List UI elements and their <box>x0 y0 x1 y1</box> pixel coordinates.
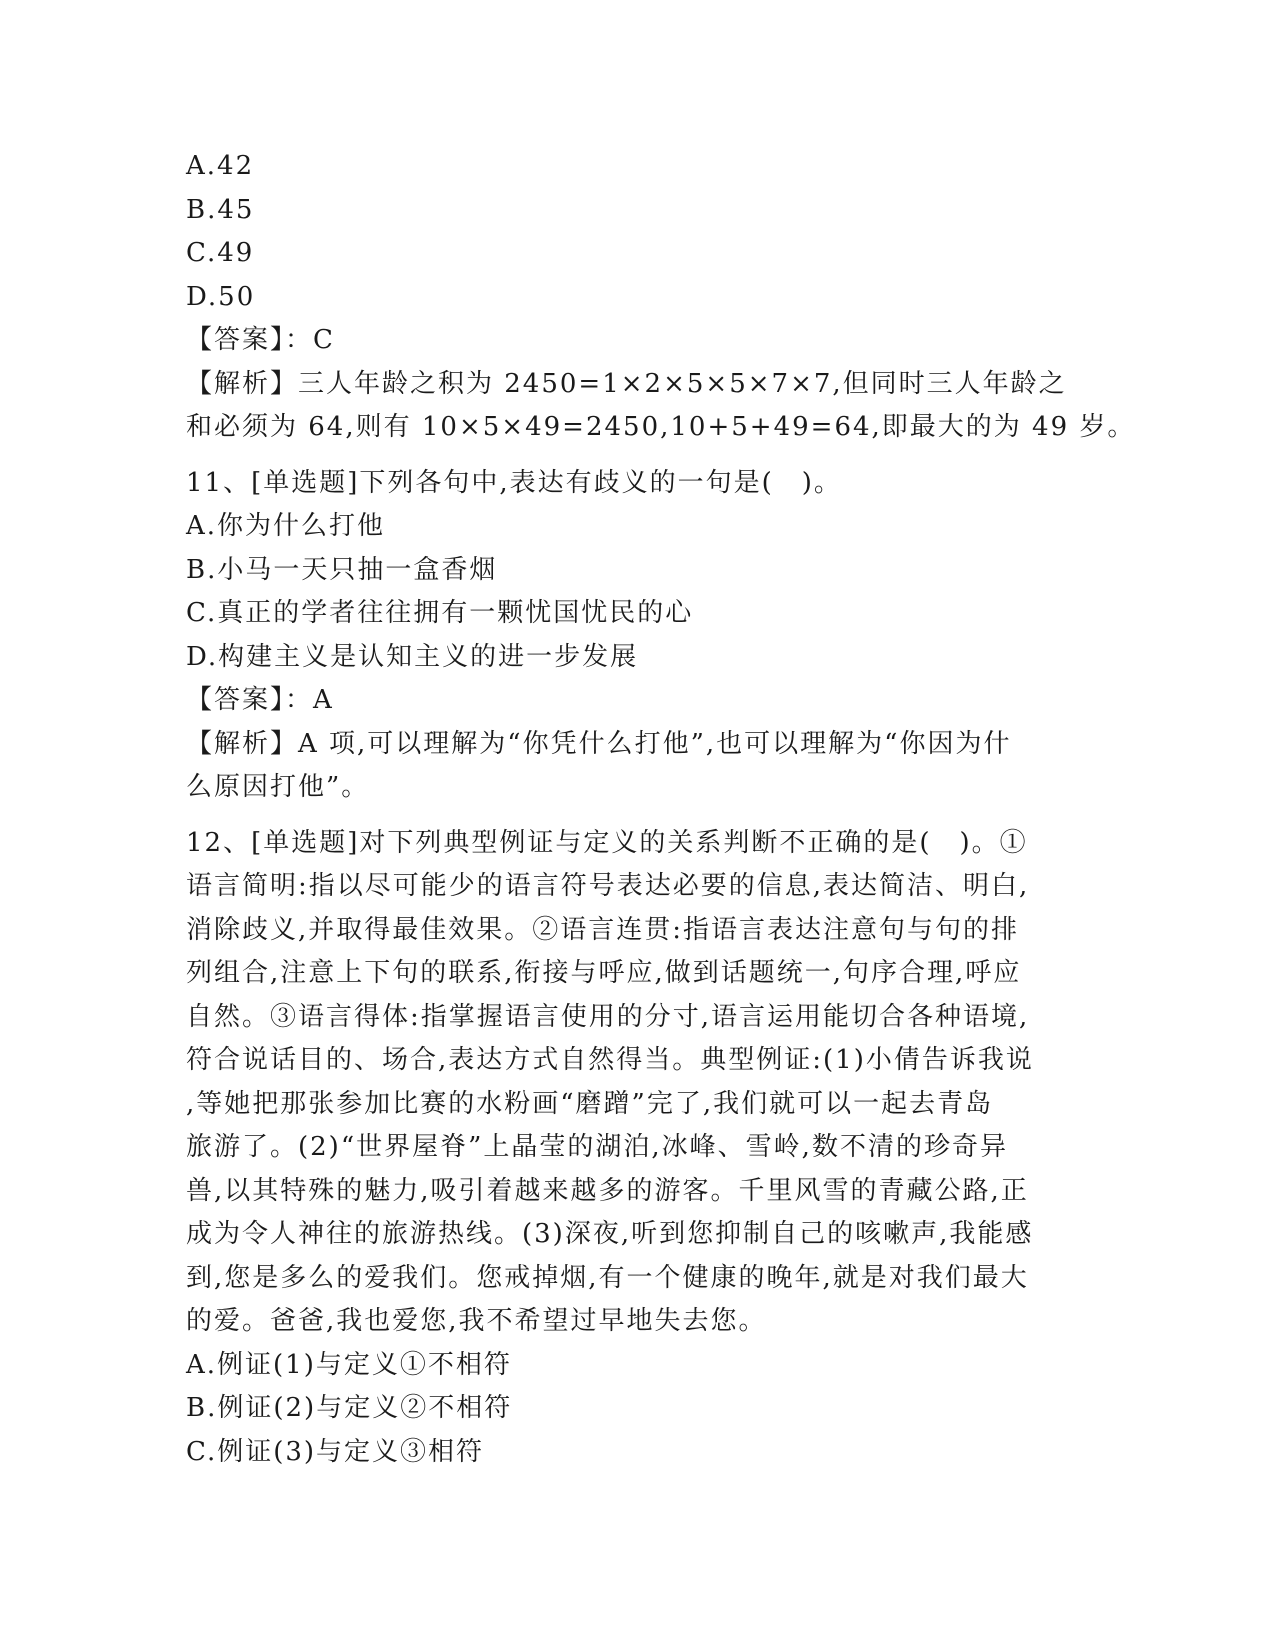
question-stem-line: 列组合,注意上下句的联系,衔接与呼应,做到话题统一,句序合理,呼应 <box>186 958 1022 988</box>
question-stem-line: 12、[单选题]对下列典型例证与定义的关系判断不正确的是( )。① <box>186 827 1028 858</box>
option-a: A.你为什么打他 <box>186 511 386 541</box>
question-stem-line: 到,您是多么的爱我们。您戒掉烟,有一个健康的晚年,就是对我们最大 <box>186 1262 1029 1293</box>
question-stem-line: 旅游了。(2)“世界屋脊”上晶莹的湖泊,冰峰、雪岭,数不清的珍奇异 <box>186 1132 1008 1162</box>
analysis-line: 【解析】三人年龄之积为 2450=1×2×5×5×7×7,但同时三人年龄之 <box>186 368 1067 399</box>
analysis-line: 【解析】A 项,可以理解为“你凭什么打他”,也可以理解为“你因为什 <box>186 728 1012 759</box>
question-stem-line: 符合说话目的、场合,表达方式自然得当。典型例证:(1)小倩告诉我说 <box>186 1045 1034 1075</box>
analysis-line: 和必须为 64,则有 10×5×49=2450,10+5+49=64,即最大的为 49 岁。 <box>186 412 1136 442</box>
spacer <box>186 450 1086 462</box>
answer-line: 【答案】：A <box>186 685 334 715</box>
option-c: C.例证(3)与定义③相符 <box>186 1436 485 1467</box>
option-a: A.42 <box>186 151 255 181</box>
question-12-block <box>186 822 1086 1475</box>
question-stem-line: 兽,以其特殊的魅力,吸引着越来越多的游客。千里风雪的青藏公路,正 <box>186 1175 1029 1206</box>
question-10-block <box>186 145 1136 450</box>
option-b: B.45 <box>186 194 255 225</box>
option-b: B.例证(2)与定义②不相符 <box>186 1393 513 1423</box>
question-stem-line: 的爱。爸爸,我也爱您,我不希望过早地失去您。 <box>186 1306 767 1336</box>
question-stem: 11、[单选题]下列各句中,表达有歧义的一句是( )。 <box>186 467 842 498</box>
option-a: A.例证(1)与定义①不相符 <box>186 1349 512 1380</box>
question-11-block <box>186 462 1086 810</box>
option-c: C.49 <box>186 238 255 268</box>
question-stem-line: ,等她把那张参加比赛的水粉画“磨蹭”完了,我们就可以一起去青岛 <box>186 1088 994 1119</box>
option-d: D.50 <box>186 281 256 312</box>
answer-line: 【答案】：C <box>186 325 335 355</box>
option-c: C.真正的学者往往拥有一颗忧国忧民的心 <box>186 598 694 628</box>
question-stem-line: 自然。③语言得体:指掌握语言使用的分寸,语言运用能切合各种语境, <box>186 1001 1030 1032</box>
analysis-line: 么原因打他”。 <box>186 772 370 802</box>
page-content <box>186 145 1136 1474</box>
question-stem-line: 成为令人神往的旅游热线。(3)深夜,听到您抑制自己的咳嗽声,我能感 <box>186 1219 1034 1249</box>
option-b: B.小马一天只抽一盒香烟 <box>186 554 498 585</box>
option-d: D.构建主义是认知主义的进一步发展 <box>186 641 639 672</box>
spacer <box>186 810 1086 822</box>
question-stem-line: 语言简明:指以尽可能少的语言符号表达必要的信息,表达简洁、明白, <box>186 871 1030 901</box>
question-stem-line: 消除歧义,并取得最佳效果。②语言连贯:指语言表达注意句与句的排 <box>186 914 1020 945</box>
